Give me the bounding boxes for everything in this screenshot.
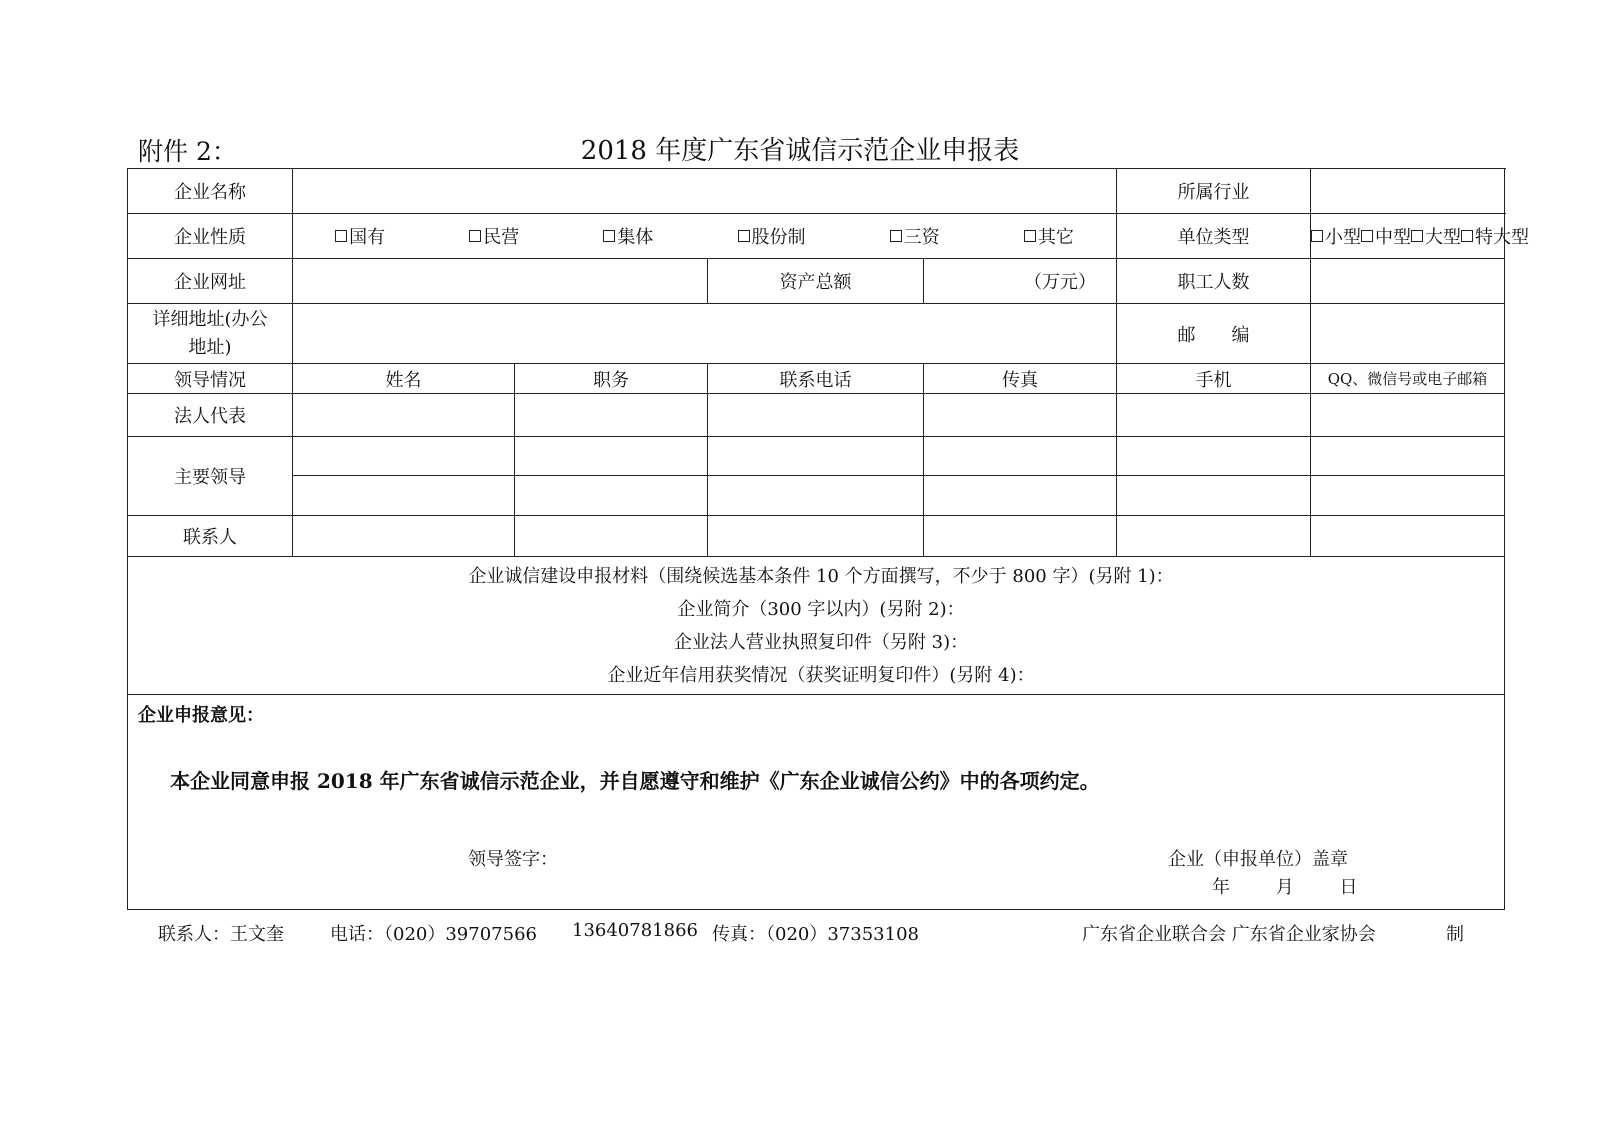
unit-type-options (1311, 214, 1529, 259)
contact-name-field[interactable] (293, 516, 515, 557)
contact-label: 联系人 (128, 516, 293, 557)
checkbox-icon[interactable] (738, 230, 750, 242)
contact-email-field[interactable] (1311, 516, 1505, 557)
legal-rep-name-field[interactable] (293, 394, 515, 437)
date-year-label: 年 (1212, 877, 1230, 898)
attachment-label: 附件 2： (138, 137, 237, 166)
unit-type-label: 单位类型 (1117, 214, 1311, 259)
contact-phone-field[interactable] (708, 516, 924, 557)
footer-producer: 广东省企业联合会 广东省企业家协会 (1082, 924, 1376, 945)
form-title-text: 2018 年度广东省诚信示范企业申报表 (580, 136, 1020, 166)
main-leader-2-mobile-field[interactable] (1117, 476, 1311, 516)
main-leader-1-fax-field[interactable] (924, 437, 1117, 476)
date-line (1212, 873, 1397, 899)
material-business-license: 企业法人营业执照复印件（另附 3)： (673, 631, 969, 653)
main-leader-2-fax-field[interactable] (924, 476, 1117, 516)
type-option-small[interactable]: 小型 (1311, 223, 1361, 249)
main-leader-2-phone-field[interactable] (708, 476, 924, 516)
col-header-fax: 传真 (924, 364, 1117, 394)
opinion-cell (128, 695, 1505, 910)
col-header-qq-wechat-email: QQ、微信号或电子邮箱 (1311, 364, 1505, 394)
main-leader-1-phone-field[interactable] (708, 437, 924, 476)
company-name-label: 企业名称 (128, 169, 293, 214)
legal-rep-label: 法人代表 (128, 394, 293, 437)
row-opinion (128, 695, 1505, 910)
nature-option-collective[interactable]: 集体 (603, 223, 653, 249)
checkbox-icon[interactable] (1024, 230, 1036, 242)
material-credit-awards: 企业近年信用获奖情况（获奖证明复印件）(另附 4)： (607, 664, 1035, 686)
staff-label: 职工人数 (1117, 259, 1311, 304)
date-month-label: 月 (1275, 877, 1294, 898)
company-name-field[interactable] (293, 169, 1117, 214)
legal-rep-mobile-field[interactable] (1117, 394, 1311, 437)
main-leader-1-name-field[interactable] (293, 437, 515, 476)
contact-mobile-field[interactable] (1117, 516, 1311, 557)
leaders-section-label: 领导情况 (128, 364, 293, 394)
row-contact (128, 516, 1505, 557)
opinion-statement: 本企业同意申报 2018 年广东省诚信示范企业，并自愿遵守和维护《广东企业诚信公约》中的各项约定。 (170, 769, 1100, 793)
checkbox-icon[interactable] (469, 230, 481, 242)
company-seal-label: 企业（申报单位）盖章 (1168, 849, 1348, 870)
checkbox-icon[interactable] (1311, 230, 1323, 242)
footer-fax: 传真：（020）37353108 (712, 924, 919, 945)
assets-unit: （万元） (1024, 272, 1096, 293)
legal-rep-fax-field[interactable] (924, 394, 1117, 437)
main-leader-1-position-field[interactable] (515, 437, 708, 476)
row-leaders-header (128, 364, 1505, 394)
postcode-label: 邮 编 (1117, 304, 1311, 364)
row-main-leader-1 (128, 437, 1505, 476)
checkbox-icon[interactable] (1461, 230, 1473, 242)
nature-option-other[interactable]: 其它 (1024, 223, 1074, 249)
contact-position-field[interactable] (515, 516, 708, 557)
row-legal-rep (128, 394, 1505, 437)
row-address (128, 304, 1505, 364)
assets-field[interactable] (924, 259, 1117, 304)
material-integrity-report: 企业诚信建设申报材料（围绕候选基本条件 10 个方面撰写，不少于 800 字）(另附 1)： (468, 565, 1174, 587)
main-leader-label: 主要领导 (128, 437, 293, 516)
checkbox-icon[interactable] (335, 230, 347, 242)
material-company-profile: 企业简介（300 字以内）(另附 2)： (677, 598, 965, 620)
materials-cell (128, 557, 1505, 695)
legal-rep-position-field[interactable] (515, 394, 708, 437)
col-header-mobile: 手机 (1117, 364, 1311, 394)
type-option-medium[interactable]: 中型 (1361, 223, 1411, 249)
nature-options (293, 214, 1117, 259)
checkbox-icon[interactable] (603, 230, 615, 242)
nature-label: 企业性质 (128, 214, 293, 259)
website-label: 企业网址 (128, 259, 293, 304)
col-header-position: 职务 (515, 364, 708, 394)
main-leader-2-position-field[interactable] (515, 476, 708, 516)
website-field[interactable] (293, 259, 708, 304)
row-materials (128, 557, 1505, 695)
form-title (0, 130, 1600, 167)
type-option-large[interactable]: 大型 (1411, 223, 1461, 249)
type-option-extra-large[interactable]: 特大型 (1461, 223, 1529, 249)
date-day-label: 日 (1339, 877, 1358, 898)
assets-label: 资产总额 (708, 259, 924, 304)
col-header-name: 姓名 (293, 364, 515, 394)
staff-field[interactable] (1311, 259, 1505, 304)
footer-contact: 联系人：王文奎 (158, 924, 284, 945)
row-main-leader-2 (128, 476, 1505, 516)
footer-mobile: 13640781866 (572, 920, 698, 941)
nature-option-private[interactable]: 民营 (469, 223, 519, 249)
postcode-field[interactable] (1311, 304, 1505, 364)
address-field[interactable] (293, 304, 1117, 364)
legal-rep-email-field[interactable] (1311, 394, 1505, 437)
row-company-name (128, 169, 1505, 214)
row-company-nature (128, 214, 1505, 259)
leader-signature-label: 领导签字： (468, 849, 558, 870)
footer-made: 制 (1446, 924, 1464, 945)
address-label: 详细地址(办公 地址) (128, 304, 293, 364)
checkbox-icon[interactable] (1411, 230, 1423, 242)
row-website (128, 259, 1505, 304)
main-leader-1-mobile-field[interactable] (1117, 437, 1311, 476)
industry-field[interactable] (1311, 169, 1505, 214)
contact-fax-field[interactable] (924, 516, 1117, 557)
main-leader-2-name-field[interactable] (293, 476, 515, 516)
main-leader-1-email-field[interactable] (1311, 437, 1505, 476)
checkbox-icon[interactable] (890, 230, 902, 242)
nature-option-state[interactable]: 国有 (335, 223, 385, 249)
checkbox-icon[interactable] (1361, 230, 1373, 242)
application-form-table (127, 168, 1529, 910)
nature-option-joint-stock[interactable]: 股份制 (738, 223, 806, 249)
industry-label: 所属行业 (1117, 169, 1311, 214)
col-header-phone: 联系电话 (708, 364, 924, 394)
legal-rep-phone-field[interactable] (708, 394, 924, 437)
main-leader-2-email-field[interactable] (1311, 476, 1505, 516)
footer-phone: 电话：（020）39707566 (330, 924, 537, 945)
nature-option-foreign[interactable]: 三资 (890, 223, 940, 249)
opinion-heading: 企业申报意见： (138, 705, 264, 726)
